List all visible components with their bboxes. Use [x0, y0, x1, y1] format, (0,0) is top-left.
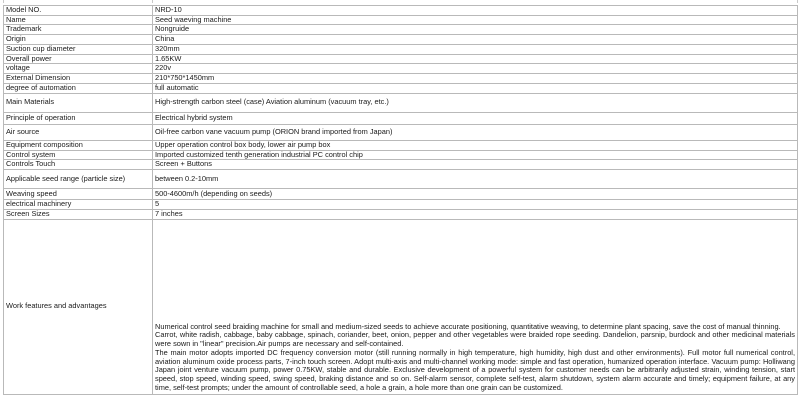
spec-label: Screen Sizes	[4, 209, 153, 219]
spec-value: 320mm	[153, 44, 798, 54]
spec-value: Seed waeving machine	[153, 15, 798, 25]
spec-label: External Dimension	[4, 74, 153, 84]
feature-paragraph: Carrot, white radish, cabbage, baby cabbage, spinach, coriander, beet, onion, pepper and other vegetables were braided rope seeding. Dandelion, parsnip, burdock and other medicinal materials were sown in "linear" precision.Air pumps are necessary and self-contained.	[155, 330, 795, 349]
spec-value: 220v	[153, 64, 798, 74]
spec-row	[4, 112, 798, 124]
spec-value: 500-4600m/h (depending on seeds)	[153, 189, 798, 200]
spec-row	[4, 209, 798, 219]
spec-row	[4, 200, 798, 210]
spec-value: 1.65KW	[153, 54, 798, 64]
spec-row	[4, 93, 798, 112]
spec-row	[4, 6, 798, 16]
spec-label: Name	[4, 15, 153, 25]
spec-value: 7 inches	[153, 209, 798, 219]
spec-label: Air source	[4, 124, 153, 140]
spec-value: Imported customized tenth generation industrial PC control chip	[153, 150, 798, 160]
spec-row	[4, 64, 798, 74]
features-text	[153, 219, 798, 394]
spec-value: between 0.2-10mm	[153, 170, 798, 189]
spec-row	[4, 83, 798, 93]
spec-value: full automatic	[153, 83, 798, 93]
spec-value: Upper operation control box body, lower air pump box	[153, 140, 798, 150]
spec-label: Main Materials	[4, 93, 153, 112]
spec-label: Origin	[4, 35, 153, 45]
spec-row	[4, 25, 798, 35]
spec-value: NRD-10	[153, 6, 798, 16]
spec-row	[4, 74, 798, 84]
spec-value: 5	[153, 200, 798, 210]
spec-label: Principle of operation	[4, 112, 153, 124]
spec-value: Nongruide	[153, 25, 798, 35]
spec-label: voltage	[4, 64, 153, 74]
spec-label: Weaving speed	[4, 189, 153, 200]
feature-paragraph: Numerical control seed braiding machine for small and medium-sized seeds to achieve accurate positioning, quantitative weaving, to determine plant spacing, save the cost of manual thinning.	[155, 321, 781, 331]
spec-label: Trademark	[4, 25, 153, 35]
spec-row	[4, 189, 798, 200]
spec-row	[4, 160, 798, 170]
spec-label: Equipment composition	[4, 140, 153, 150]
spec-value: Electrical hybrid system	[153, 112, 798, 124]
spec-label: Suction cup diameter	[4, 44, 153, 54]
spec-label: degree of automation	[4, 83, 153, 93]
feature-paragraph: The main motor adopts imported DC frequency conversion motor (still running normally in high temperature, high humidity, high dust and other environments). Full motor full numerical control, aviation aluminum oxide process parts, 7-inch touch screen. Adopt multi-axis and multi-channel working mode: simple and fast operation, humanized operation interface. Vacuum pump: Holliwang Japan joint venture vacuum pump, power 0.75KW, stable and durable. Exclusive development of a powerful system for customer needs can be arbitrarily adjusted strain, winding tension, start speed, stop speed, winding speed, swing speed, braking distance and so on. Self-alarm sensor, complete self-test, alarm shutdown, system alarm accurate and timely; equipment failure, at any time, self-test prompts; under the amount of controllable seed, a hole a grain, a hole more than one grain can be customized.	[155, 347, 795, 392]
features-row	[4, 219, 798, 394]
spec-value: Screen + Buttons	[153, 160, 798, 170]
features-label: Work features and advantages	[4, 219, 153, 394]
spec-label: Controls Touch	[4, 160, 153, 170]
spec-row	[4, 54, 798, 64]
spec-table-body	[4, 6, 798, 395]
spec-row	[4, 35, 798, 45]
spec-row	[4, 44, 798, 54]
spec-label: Overall power	[4, 54, 153, 64]
spec-label: electrical machinery	[4, 200, 153, 210]
spec-value: 210*750*1450mm	[153, 74, 798, 84]
spec-row	[4, 170, 798, 189]
spec-value: High-strength carbon steel (case) Aviation aluminum (vacuum tray, etc.)	[153, 93, 798, 112]
spec-row	[4, 150, 798, 160]
spec-label: Control system	[4, 150, 153, 160]
spec-row	[4, 124, 798, 140]
top-grid-edge	[0, 0, 800, 3]
spec-row	[4, 15, 798, 25]
spec-table	[3, 5, 798, 395]
spec-label: Model NO.	[4, 6, 153, 16]
spec-value: China	[153, 35, 798, 45]
spec-label: Applicable seed range (particle size)	[4, 170, 153, 189]
spec-value: Oil-free carbon vane vacuum pump (ORION brand imported from Japan)	[153, 124, 798, 140]
spec-row	[4, 140, 798, 150]
